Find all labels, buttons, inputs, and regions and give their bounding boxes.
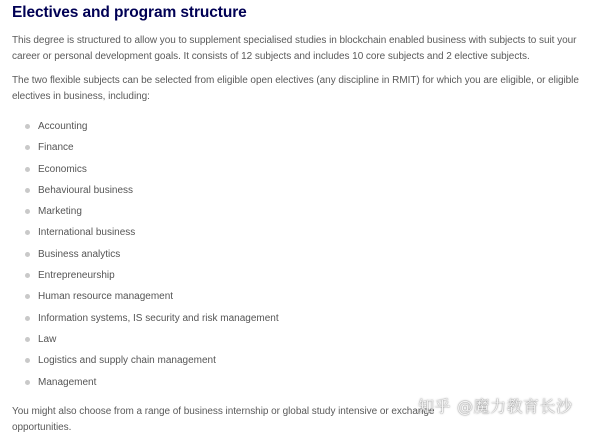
elective-label: Economics — [38, 163, 87, 175]
list-item — [0, 329, 279, 350]
list-item — [0, 159, 279, 180]
elective-label: Finance — [38, 142, 74, 154]
list-item — [0, 222, 279, 243]
elective-label: Human resource management — [38, 291, 174, 303]
electives-list — [0, 116, 279, 393]
closing-paragraph: You might also choose from a range of business internship or global study intensive or exchange opportunities. — [12, 406, 435, 433]
list-item — [0, 180, 279, 201]
elective-label: Logistics and supply chain management — [38, 355, 216, 367]
list-item — [0, 308, 279, 329]
list-item — [0, 244, 279, 265]
elective-label: Management — [38, 376, 97, 388]
intro-paragraph: This degree is structured to allow you to supplement specialised studies in blockchain enabled business with subjects to suit your career or personal development goals. It consists of 12 subjects and includes 10 core subjects and 2 elective subjects. — [12, 35, 577, 62]
bullet-icon — [25, 358, 30, 363]
bullet-icon — [25, 188, 30, 193]
section-title: Electives and program structure — [12, 4, 247, 21]
electives-intro-paragraph: The two flexible subjects can be selected from eligible open electives (any discipline in RMIT) for which you are eligible, or eligible electives in business, including: — [12, 75, 579, 102]
elective-label: Law — [38, 333, 57, 345]
bullet-icon — [25, 209, 30, 214]
watermark — [418, 394, 573, 417]
list-item — [0, 265, 279, 286]
list-item — [0, 350, 279, 371]
bullet-icon — [25, 230, 30, 235]
watermark-logo: 知乎 — [418, 397, 452, 416]
elective-label: Behavioural business — [38, 184, 134, 196]
bullet-icon — [25, 316, 30, 321]
bullet-icon — [25, 337, 30, 342]
bullet-icon — [25, 380, 30, 385]
elective-label: Accounting — [38, 121, 88, 132]
bullet-icon — [25, 145, 30, 150]
list-item — [0, 286, 279, 307]
elective-label: Business analytics — [38, 248, 121, 260]
bullet-icon — [25, 294, 30, 299]
bullet-icon — [25, 252, 30, 257]
elective-label: Information systems, IS security and risk management — [38, 312, 279, 324]
elective-label: Entrepreneurship — [38, 270, 115, 282]
elective-label: Marketing — [38, 206, 82, 218]
bullet-icon — [25, 273, 30, 278]
elective-label: International business — [38, 227, 136, 239]
watermark-handle: @魔力教育长沙 — [457, 397, 573, 416]
bullet-icon — [25, 167, 30, 172]
list-item — [0, 201, 279, 222]
bullet-icon — [25, 124, 30, 129]
list-item — [0, 372, 279, 393]
list-item — [0, 116, 279, 137]
list-item — [0, 137, 279, 158]
